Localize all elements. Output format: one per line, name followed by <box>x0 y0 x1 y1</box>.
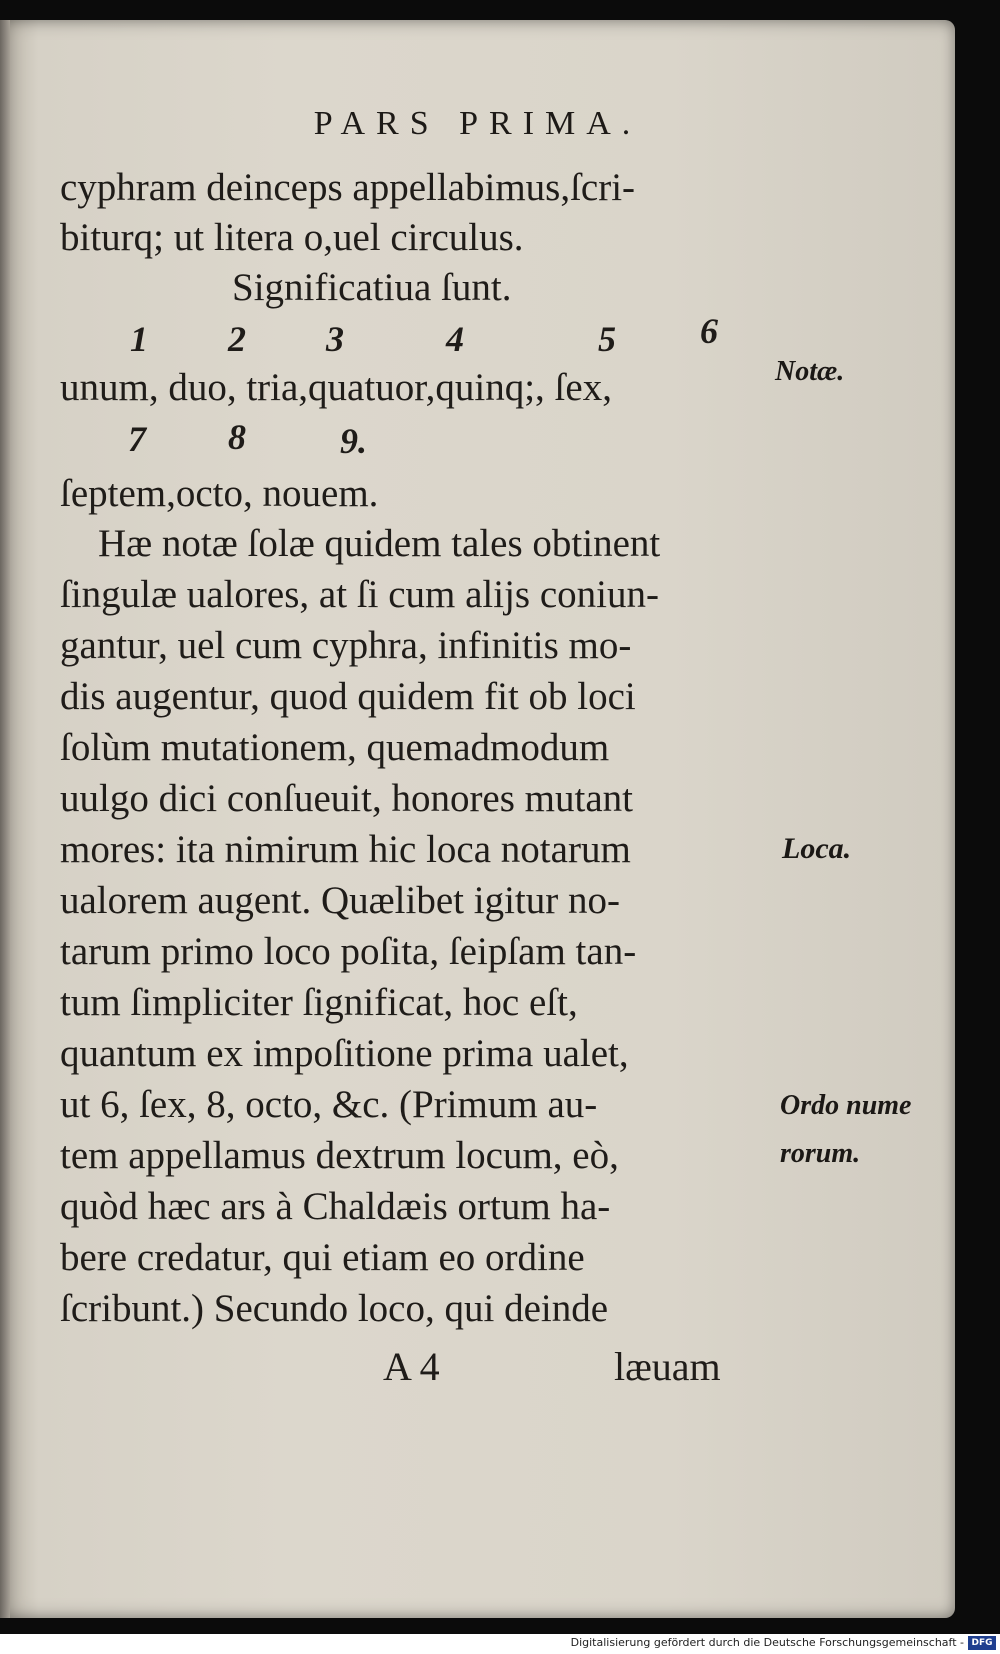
numeral: 7 <box>128 419 146 459</box>
text-line: ſolùm mutationem, quemadmodum <box>60 726 610 769</box>
numeral: 1 <box>130 319 148 359</box>
text-line: tarum primo loco poſita, ſeipſam tan‑ <box>60 930 637 973</box>
numeral: 8 <box>228 417 246 457</box>
text-line: ut 6, ſex, 8, octo, &c. (Primum au‑ <box>60 1083 598 1126</box>
margin-note-loca: Loca. <box>782 832 852 865</box>
numeral: 2 <box>228 319 246 359</box>
text-line: tem appellamus dextrum locum, eò, <box>60 1134 619 1177</box>
text-line: Hæ notæ ſolæ quidem tales obtinent <box>98 522 661 565</box>
text-line: tum ſimpliciter ſignificat, hoc eſt, <box>60 981 578 1024</box>
text-line: bere credatur, qui etiam eo ordine <box>60 1236 585 1279</box>
text-line: ſeptem,octo, nouem. <box>60 472 379 515</box>
numeral: 9. <box>340 421 367 461</box>
numeral: 6 <box>700 311 718 351</box>
text-line: uulgo dici conſueuit, honores mutant <box>60 777 633 820</box>
text-line: ualorem augent. Quælibet igitur no‑ <box>60 879 620 922</box>
dfg-logo-icon: DFG <box>968 1636 996 1650</box>
text-line: ſcribunt.) Secundo loco, qui deinde <box>60 1287 609 1330</box>
numeral: 4 <box>446 319 464 359</box>
footer-bar <box>0 1634 1000 1654</box>
text-line: ſingulæ ualores, at ſi cum alijs coniun‑ <box>60 573 659 616</box>
signature-mark: A 4 <box>383 1344 440 1389</box>
text-line: Significatiua ſunt. <box>232 266 512 309</box>
numeral: 5 <box>598 319 616 359</box>
text-line: biturq; ut litera o,uel circulus. <box>60 216 524 259</box>
text-line: quòd hæc ars à Chaldæis ortum ha‑ <box>60 1185 611 1228</box>
text-line: dis augentur, quod quidem fit ob loci <box>60 675 636 718</box>
margin-note-ordo: Ordo nume <box>780 1090 912 1121</box>
running-head: PARS PRIMA. <box>313 105 642 142</box>
text-line: quantum ex impoſitione prima ualet, <box>60 1032 629 1075</box>
numeral: 3 <box>326 319 344 359</box>
catchword: læuam <box>614 1344 721 1389</box>
margin-note-notae: Notæ. <box>775 356 845 387</box>
text-line: gantur, uel cum cyphra, infinitis mo‑ <box>60 624 632 667</box>
margin-note-ordo-cont: rorum. <box>780 1138 861 1169</box>
page-gutter <box>0 20 10 1618</box>
text-line: mores: ita nimirum hic loca notarum <box>60 828 631 871</box>
footer-credit: Digitalisierung gefördert durch die Deutsche Forschungsgemeinschaft - <box>570 1636 964 1649</box>
text-line: cyphram deinceps appellabimus,ſcri‑ <box>60 166 636 209</box>
book-page <box>0 20 955 1618</box>
text-line: unum, duo, tria,quatuor,quinq;, ſex, <box>60 366 612 409</box>
